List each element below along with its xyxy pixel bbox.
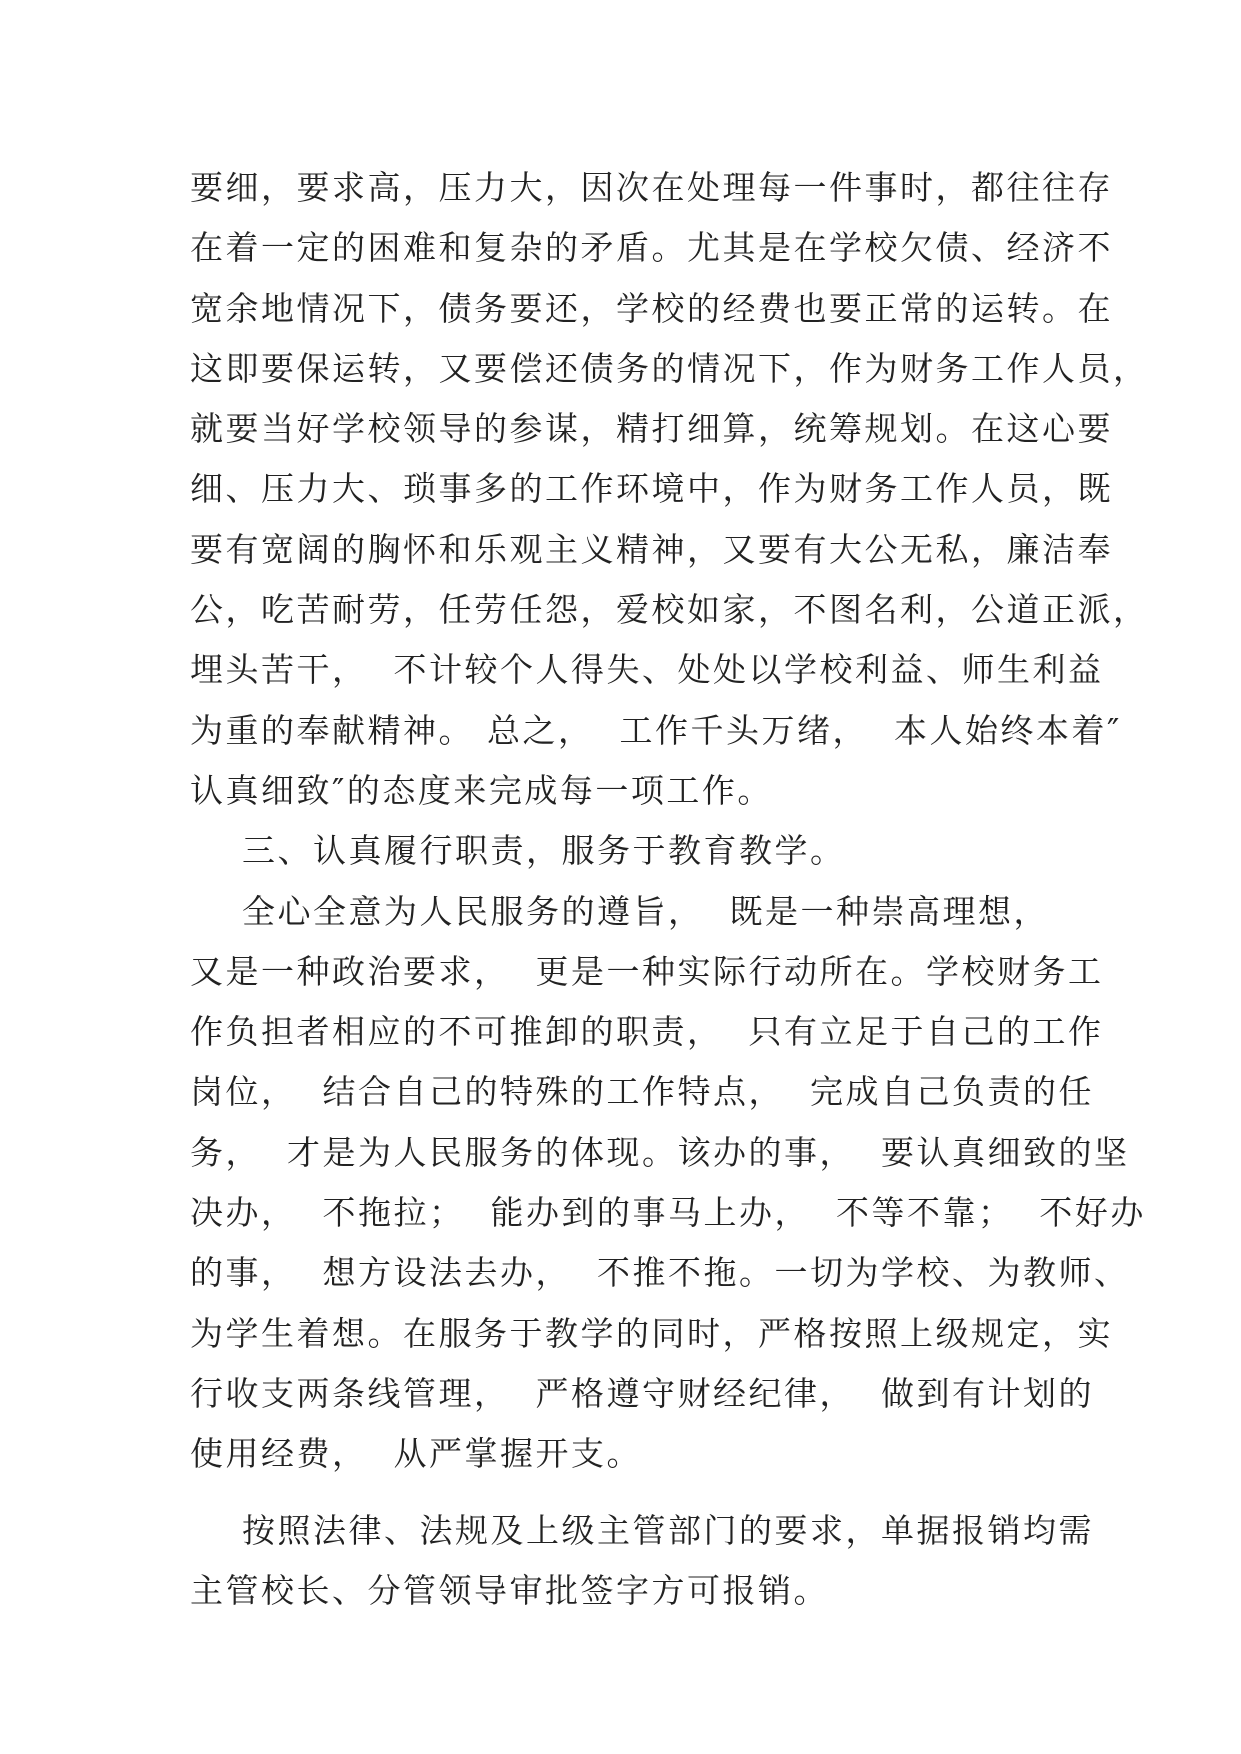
text-line: 使用经费， 从严掌握开支。 bbox=[190, 1434, 642, 1474]
paragraph-spacer bbox=[190, 1485, 1070, 1501]
text-line: 公，吃苦耐劳，任劳任怨，爱校如家，不图名利，公道正派， bbox=[190, 590, 1149, 630]
text-line: 认真细致″的态度来完成每一项工作。 bbox=[190, 770, 773, 810]
text-line: 主管校长、分管领导审批签字方可报销。 bbox=[190, 1570, 829, 1610]
paragraph-continuation bbox=[190, 158, 1149, 821]
text-line: 这即要保运转，又要偿还债务的情况下，作为财务工作人员， bbox=[190, 348, 1149, 388]
text-line: 埋头苦干， 不计较个人得失、处处以学校利益、师生利益 bbox=[190, 650, 1104, 690]
paragraph-reimbursement bbox=[190, 1501, 1094, 1622]
text-line: 务， 才是为人民服务的体现。该办的事， 要认真细致的坚 bbox=[190, 1132, 1130, 1172]
text-line: 为重的奉献精神。 总之， 工作千头万绪， 本人始终本着″ bbox=[190, 710, 1122, 750]
text-line: 全心全意为人民服务的遵旨， 既是一种崇高理想， bbox=[190, 891, 1049, 931]
text-line: 在着一定的困难和复杂的矛盾。尤其是在学校欠债、经济不 bbox=[190, 228, 1113, 268]
text-line: 的事， 想方设法去办， 不推不拖。一切为学校、为教师、 bbox=[190, 1253, 1130, 1293]
text-line: 为学生着想。在服务于教学的同时，严格按照上级规定，实 bbox=[190, 1313, 1113, 1353]
section-heading: 三、认真履行职责，服务于教育教学。 bbox=[190, 831, 846, 871]
document-body bbox=[190, 158, 1149, 1621]
text-line: 宽余地情况下，债务要还，学校的经费也要正常的运转。在 bbox=[190, 288, 1113, 328]
text-line: 细、压力大、琐事多的工作环境中，作为财务工作人员，既 bbox=[190, 469, 1113, 509]
text-line: 就要当好学校领导的参谋，精打细算，统筹规划。在这心要 bbox=[190, 409, 1113, 449]
paragraph-service bbox=[190, 882, 1146, 1485]
text-line: 按照法律、法规及上级主管部门的要求，单据报销均需 bbox=[190, 1510, 1094, 1550]
text-line: 要有宽阔的胸怀和乐观主义精神，又要有大公无私，廉洁奉 bbox=[190, 529, 1113, 569]
text-line: 要细，要求高，压力大，因次在处理每一件事时，都往往存 bbox=[190, 168, 1113, 207]
text-line: 作负担者相应的不可推卸的职责， 只有立足于自己的工作 bbox=[190, 1012, 1104, 1052]
text-line: 决办， 不拖拉； 能办到的事马上办， 不等不靠； 不好办 bbox=[190, 1193, 1146, 1233]
text-line: 行收支两条线管理， 严格遵守财经纪律， 做到有计划的 bbox=[190, 1373, 1094, 1413]
text-line: 岗位， 结合自己的特殊的工作特点， 完成自己负责的任 bbox=[190, 1072, 1094, 1112]
text-line: 又是一种政治要求， 更是一种实际行动所在。学校财务工 bbox=[190, 951, 1104, 991]
